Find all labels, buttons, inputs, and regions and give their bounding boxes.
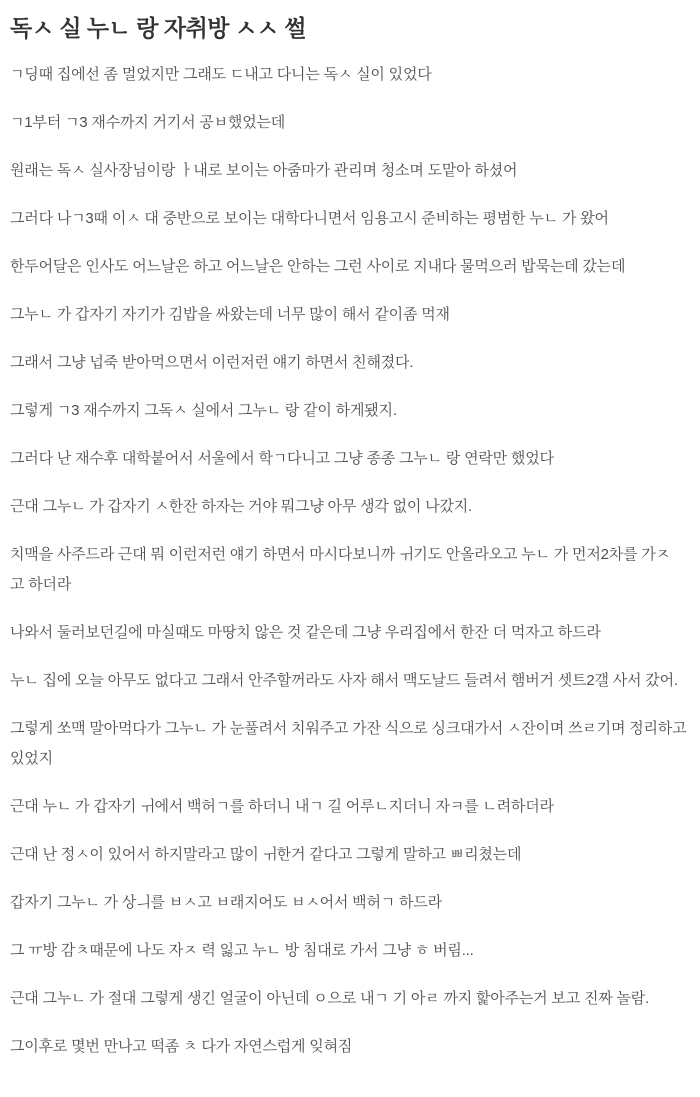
story-paragraph: ㄱ딩때 집에선 좀 멀었지만 그래도 ㄷ내고 다니는 독ㅅ 실이 있었다 <box>10 66 432 83</box>
story-paragraph: 나와서 둘러보던길에 마실때도 마땅치 않은 것 같은데 그냥 우리집에서 한잔 더 먹자고 하드라 <box>10 624 601 641</box>
story-paragraph: 근대 그누ㄴ 가 갑자기 ㅅ한잔 하자는 거야 뭐그냥 아무 생각 없이 나갔지. <box>10 498 473 515</box>
story-paragraph: 그러다 난 재수후 대학붙어서 서울에서 학ㄱ다니고 그냥 종종 그누ㄴ 랑 연락만 했었다 <box>10 450 554 467</box>
story-paragraph: 근대 그누ㄴ 가 절대 그렇게 생긴 얼굴이 아닌데 ㅇ으로 내ㄱ 기 아ㄹ 까지 핥아주는거 보고 진짜 놀람. <box>10 990 650 1007</box>
story-paragraph: 그 ㅠ방 감ㅊ때문에 나도 자ㅈ 력 잃고 누ㄴ 방 침대로 가서 그냥 ㅎ 버림... <box>10 942 474 959</box>
story-paragraph: 그렇게 쏘맥 말아먹다가 그누ㄴ 가 눈풀려서 치워주고 가잔 식으로 싱크대가서 ㅅ잔이며 쓰ㄹ기며 정리하고 있었지 <box>10 720 687 767</box>
story-paragraph: 근대 난 정ㅅ이 있어서 하지말라고 많이 ㅟ한거 같다고 그렇게 말하고 ㅃ리쳤는데 <box>10 846 522 863</box>
post-title: 독ㅅ 실 누ㄴ 랑 자취방 ㅅㅅ 썰 <box>10 15 306 41</box>
story-paragraph: 그이후로 몇번 만나고 떡좀 ㅊ 다가 자연스럽게 잊혀짐 <box>10 1038 353 1055</box>
post-body <box>10 60 688 1062</box>
story-paragraph: 한두어달은 인사도 어느날은 하고 어느날은 안하는 그런 사이로 지내다 물먹으러 밥묵는데 갔는데 <box>10 258 626 275</box>
story-paragraph: ㄱ1부터 ㄱ3 재수까지 거기서 공ㅂ했었는데 <box>10 114 286 131</box>
story-paragraph: 갑자기 그누ㄴ 가 상ㅢ를 ㅂㅅ고 ㅂ래지어도 ㅂㅅ어서 백허ㄱ 하드라 <box>10 894 442 911</box>
story-paragraph: 그누ㄴ 가 갑자기 자기가 김밥을 싸왔는데 너무 많이 해서 같이좀 먹재 <box>10 306 450 323</box>
story-paragraph: 누ㄴ 집에 오늘 아무도 없다고 그래서 안주할꺼라도 사자 해서 맥도날드 들려서 햄버거 셋트2갤 사서 갔어. <box>10 672 678 689</box>
story-paragraph: 그래서 그냥 넙죽 받아먹으면서 이런저런 얘기 하면서 친해졌다. <box>10 354 414 371</box>
story-paragraph: 원래는 독ㅅ 실사장님이랑 ㅏ내로 보이는 아줌마가 관리며 청소며 도맡아 하셨어 <box>10 162 518 179</box>
story-paragraph: 치맥을 사주드라 근대 뭐 이런저런 얘기 하면서 마시다보니까 ㅟ기도 안올라오고 누ㄴ 가 먼저2차를 가ㅈ 고 하더라 <box>10 546 670 593</box>
story-paragraph: 근대 누ㄴ 가 갑자기 ㅟ에서 백허ㄱ를 하더니 내ㄱ 길 어루ㄴ지더니 자ㅋ를 ㄴ려하더라 <box>10 798 554 815</box>
story-paragraph: 그렇게 ㄱ3 재수까지 그독ㅅ 실에서 그누ㄴ 랑 같이 하게됐지. <box>10 402 397 419</box>
story-paragraph: 그러다 나ㄱ3때 이ㅅ 대 중반으로 보이는 대학다니면서 임용고시 준비하는 평범한 누ㄴ 가 왔어 <box>10 210 609 227</box>
